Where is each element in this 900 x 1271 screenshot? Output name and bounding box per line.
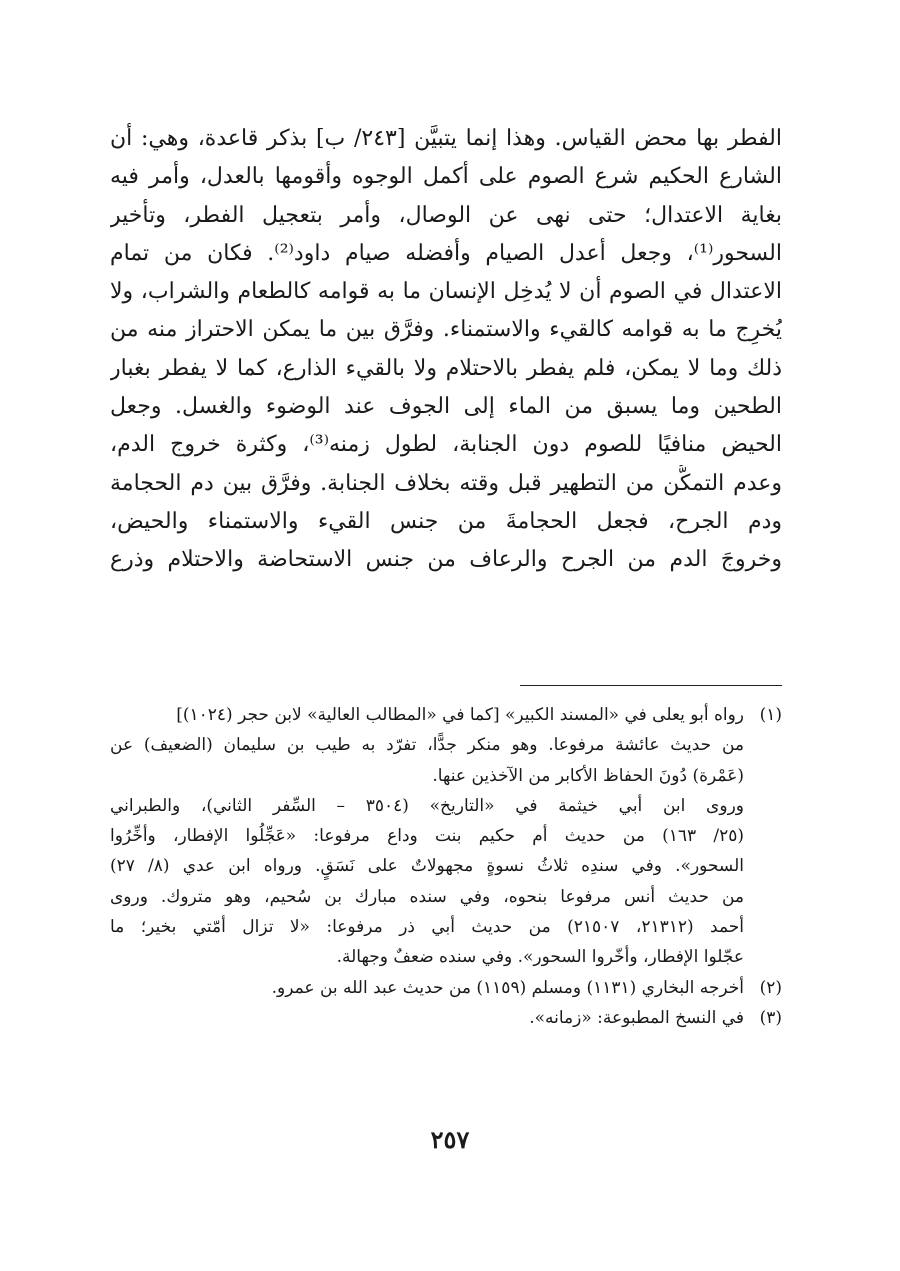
- footnote-text: رواه أبو يعلى في «المسند الكبير» [كما في «المطالب العالية» لابن حجر (١٠٢٤)]: [176, 705, 744, 725]
- footnote-2-line: [110, 973, 782, 1003]
- footnote-2-number: (٢): [759, 977, 782, 998]
- text-line: ودم الجرح، فجعل الحجامةَ من جنس القيء والاستمناء والحيض،: [110, 508, 782, 534]
- footnotes: [110, 700, 782, 1033]
- footnote-1-line: عجّلوا الإفطار، وأخّروا السحور». وفي سنده ضعفٌ وجهالة.: [336, 947, 744, 968]
- footnote-divider: [520, 685, 782, 686]
- footnote-1-line: [110, 700, 782, 730]
- page-number: ٢٥٧: [430, 1125, 470, 1154]
- text-line: الطحين وما يسبق من الماء إلى الجوف عند الوضوء والغسل. وجعل: [110, 394, 782, 420]
- footnote-3-number: (٣): [759, 1007, 782, 1028]
- text-line: السحور⁽¹⁾، وجعل أعدل الصيام وأفضله صيام داود⁽²⁾. فكان من تمام: [110, 240, 782, 266]
- text-line: بغاية الاعتدال؛ حتى نهى عن الوصال، وأمر بتعجيل الفطر، وتأخير: [110, 202, 782, 228]
- text-line: وخروجَ الدم من الجرح والرعاف من جنس الاستحاضة والاحتلام وذرع: [110, 547, 782, 573]
- footnote-1-line: أحمد (٢١٣١٢، ٢١٥٠٧) من حديث أبي ذر مرفوعا: «لا تزال أمّتي بخير؛ ما: [110, 917, 745, 938]
- footnote-text: في النسخ المطبوعة: «زمانه».: [529, 1007, 744, 1028]
- footnote-1-line: من حديث أنس مرفوعا بنحوه، وفي سنده مبارك بن سُحيم، وهو متروك. وروى: [110, 886, 744, 907]
- text-line: الاعتدال في الصوم أن لا يُدخِل الإنسان ما به قوامه كالطعام والشراب، ولا: [110, 279, 782, 305]
- footnote-1-line: من حديث عائشة مرفوعا. وهو منكر جدًّا، تفرّد به طيب بن سليمان (الضعيف) عن: [110, 735, 744, 756]
- footnote-1-number: (١): [759, 705, 782, 725]
- text-line: الشارع الحكيم شرع الصوم على أكمل الوجوه وأقومها بالعدل، وأمر فيه: [110, 164, 782, 190]
- text-line: الفطر بها محض القياس. وهذا إنما يتبيَّن [٢٤٣/ ب] بذكر قاعدة، وهي: أن: [110, 126, 782, 151]
- footnote-3-line: [110, 1003, 782, 1033]
- text-line: يُخرِج ما به قوامه كالقيء والاستمناء. وفرَّق بين ما يمكن الاحتراز منه من: [110, 317, 782, 343]
- text-line: ذلك وما لا يمكن، فلم يفطر بالاحتلام ولا بالقيء الذارع، كما لا يفطر بغبار: [110, 355, 782, 381]
- footnote-1-line: السحور». وفي سندِه ثلاثُ نسوةٍ مجهولاتٌ على نَسَقٍ. ورواه ابن عدي (٨/ ٢٧): [110, 856, 744, 877]
- text-line: وعدم التمكُّن من التطهير قبل وقته بخلاف الجنابة. وفرَّق بين دم الحجامة: [110, 470, 782, 496]
- text-line: الحيض منافيًا للصوم دون الجنابة، لطول زمنه⁽³⁾، وكثرة خروج الدم،: [110, 432, 782, 458]
- footnote-1-line: وروى ابن أبي خيثمة في «التاريخ» (٣٥٠٤ – السِّفر الثاني)، والطبراني: [110, 795, 744, 816]
- main-text: [110, 120, 782, 580]
- footnote-1-line: (٢٥/ ١٦٣) من حديث أم حكيم بنت وداع مرفوعا: «عَجِّلُوا الإفطار، وأخِّرُوا: [110, 826, 744, 847]
- footnote-1-line: (عَمْرة) دُونَ الحفاظ الأكابر من الآخذين عنها.: [432, 765, 744, 786]
- footnote-text: أخرجه البخاري (١١٣١) ومسلم (١١٥٩) من حديث عبد الله بن عمرو.: [271, 977, 744, 998]
